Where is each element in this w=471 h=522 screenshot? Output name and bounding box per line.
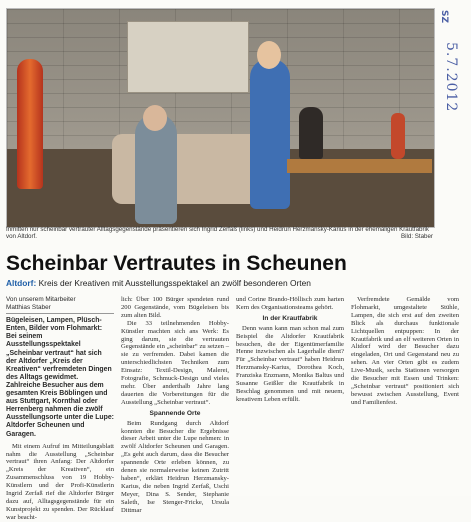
byline (6, 296, 114, 314)
photo-caption: Inmitten nur scheinbar vertrauter Alltagsgegenstände präsentieren sich Ingrid Zerfaß (links) und Heidrun Herzmansky-Karius in der ehemaligen Krautfabrik von Altdorf. (6, 226, 430, 241)
photo-caption-block (6, 226, 433, 241)
paragraph: und Corine Brando-Höllisch zum harten Kern des Organisationsteams gehört. (236, 296, 344, 311)
byline-author: Matthias Staber (6, 303, 51, 311)
handwritten-date: 5.7.2012 (443, 42, 459, 113)
side-annotation (437, 4, 467, 174)
article-photo (6, 8, 435, 228)
paragraph: Die 33 teilnehmenden Hobby-Künstler machten sich ans Werk: Es ging darum, sie die vertrauten Gegenstände ein „scheinbar“ zu setzen – sie zu verfremden. Dabei kamen die unterschiedlichsten Techniken zum Einsatz: Textil-Design, Malerei, Fotografie, Schmuck-Design und vieles mehr. Über anderthalb Jahre lang dauerten die Vorbereitungen für die Ausstellung „Scheinbar vertraut“. (121, 319, 229, 406)
article-lead: Bügeleisen, Lampen, Plüsch-Enten, Bilder vom Flohmarkt: Bei seinem Ausstellungsspektakel „Scheinbar vertraut“ hat sich der Altdorfer „Kreis der Kreativen“ verfremdeten Dingen des Alltags gewidmet. Zahlreiche Besucher aus dem gesamten Kreis Böblingen und aus Stuttgart, Kornthal oder Herrenberg nahmen die zwölf Ausstellungsorte unter die Lupe: Altdorfer Scheunen und Garagen. (6, 317, 114, 438)
paragraph: Beim Rundgang durch Altdorf konnten die Besucher die Ergebnisse dieser Arbeit unter die Lupe nehmen: in zwölf Altdorfer Scheunen und Garagen. „Es geht auch darum, dass die Besucher spannende Orte erleben können, zu denen sie normalerweise keinen Zutritt haben“, erklärt Heidrun Herzmansky-Karius, die neben Ingrid Zerfaß, Uschi Meyer, Dina S. Sender, Stephanie Saleth, Ise Stenger-Fricke, Ursula Dittmar (121, 419, 229, 514)
photo-credit: Bild: Staber (401, 233, 433, 241)
paragraph: lich: Über 100 Bürger spendeten rund 200 Gegenstände, vom Bügeleisen bis zum alten Bild. (121, 296, 229, 319)
photo-standing-person-head (257, 41, 281, 69)
subheadline (6, 278, 466, 288)
newspaper-stamp: SZ (439, 10, 449, 24)
photo-dark-sculpture (299, 107, 323, 159)
photo-red-lamp (17, 59, 43, 189)
photo-small-lamp (391, 113, 405, 159)
article-column-4 (351, 296, 459, 407)
paragraph: Verfremdete Gemälde vom Flohmarkt, umgestaltete Stühle, Lampen, die sich erst auf den zweiten Blick als durchaus funktionale Lichtquellen entpuppen: In der Krautfabrik und an elf weiteren Orten in Altdorf wird der Besucher dazu eingeladen, Ort und Gegenstand neu zu sehen. An vier Orten gibt es zudem Live-Musik, sechs Stationen versorgen die Besucher mit Essen und Trinken: „Scheinbar vertraut“ positioniert sich bewusst zwischen Ausstellung, Event und Familienfest. (351, 296, 459, 406)
photo-seated-person-head (143, 105, 167, 131)
photo-wall-poster (127, 21, 249, 93)
photo-standing-person (250, 59, 290, 209)
headline: Scheinbar Vertrautes in Scheunen (6, 252, 347, 275)
photo-table (287, 159, 432, 173)
article-column-1 (6, 296, 114, 522)
subheadline-place: Altdorf: (6, 278, 37, 288)
section-heading: Spannende Orte (149, 409, 201, 417)
article-column-2 (121, 296, 229, 514)
subheadline-text: Kreis der Kreativen mit Ausstellungsspektakel an zwölf besonderen Orten (38, 278, 311, 288)
paragraph: Denn wann kann man schon mal zum Beispiel die Altdorfer Krautfabrik besuchen, die der Eigentümerfamilie Henne inzwischen als Lagerhalle dient? Für „Scheinbar vertraut“ haben Heidrun Herzmansky-Karius, Dorothea Koch, Franziska Enzmann, Monika Baltus und Susanne Geißler die Krautfabrik in Beschlag genommen und mit neuem, kreativem Leben erfüllt. (236, 324, 344, 403)
section-heading: In der Krautfabrik (262, 314, 318, 322)
article-column-3 (236, 296, 344, 404)
paragraph: Mit einem Aufruf im Mitteilungsblatt nahm die Ausstellung „Scheinbar vertraut“ ihren Anfang: Der Altdorfer „Kreis der Kreativen“, ein Zusammenschluss von 19 Hobby-Künstlern und der Profi-Künstlerin Ingrid Zerfaß rief die Altdorfer Bürger dazu auf, Alltagsgegenstände für ein Kunstprojekt zu spenden. Der Rücklauf war beacht- (6, 442, 114, 521)
byline-line-1: Von unserem Mitarbeiter (6, 296, 76, 303)
